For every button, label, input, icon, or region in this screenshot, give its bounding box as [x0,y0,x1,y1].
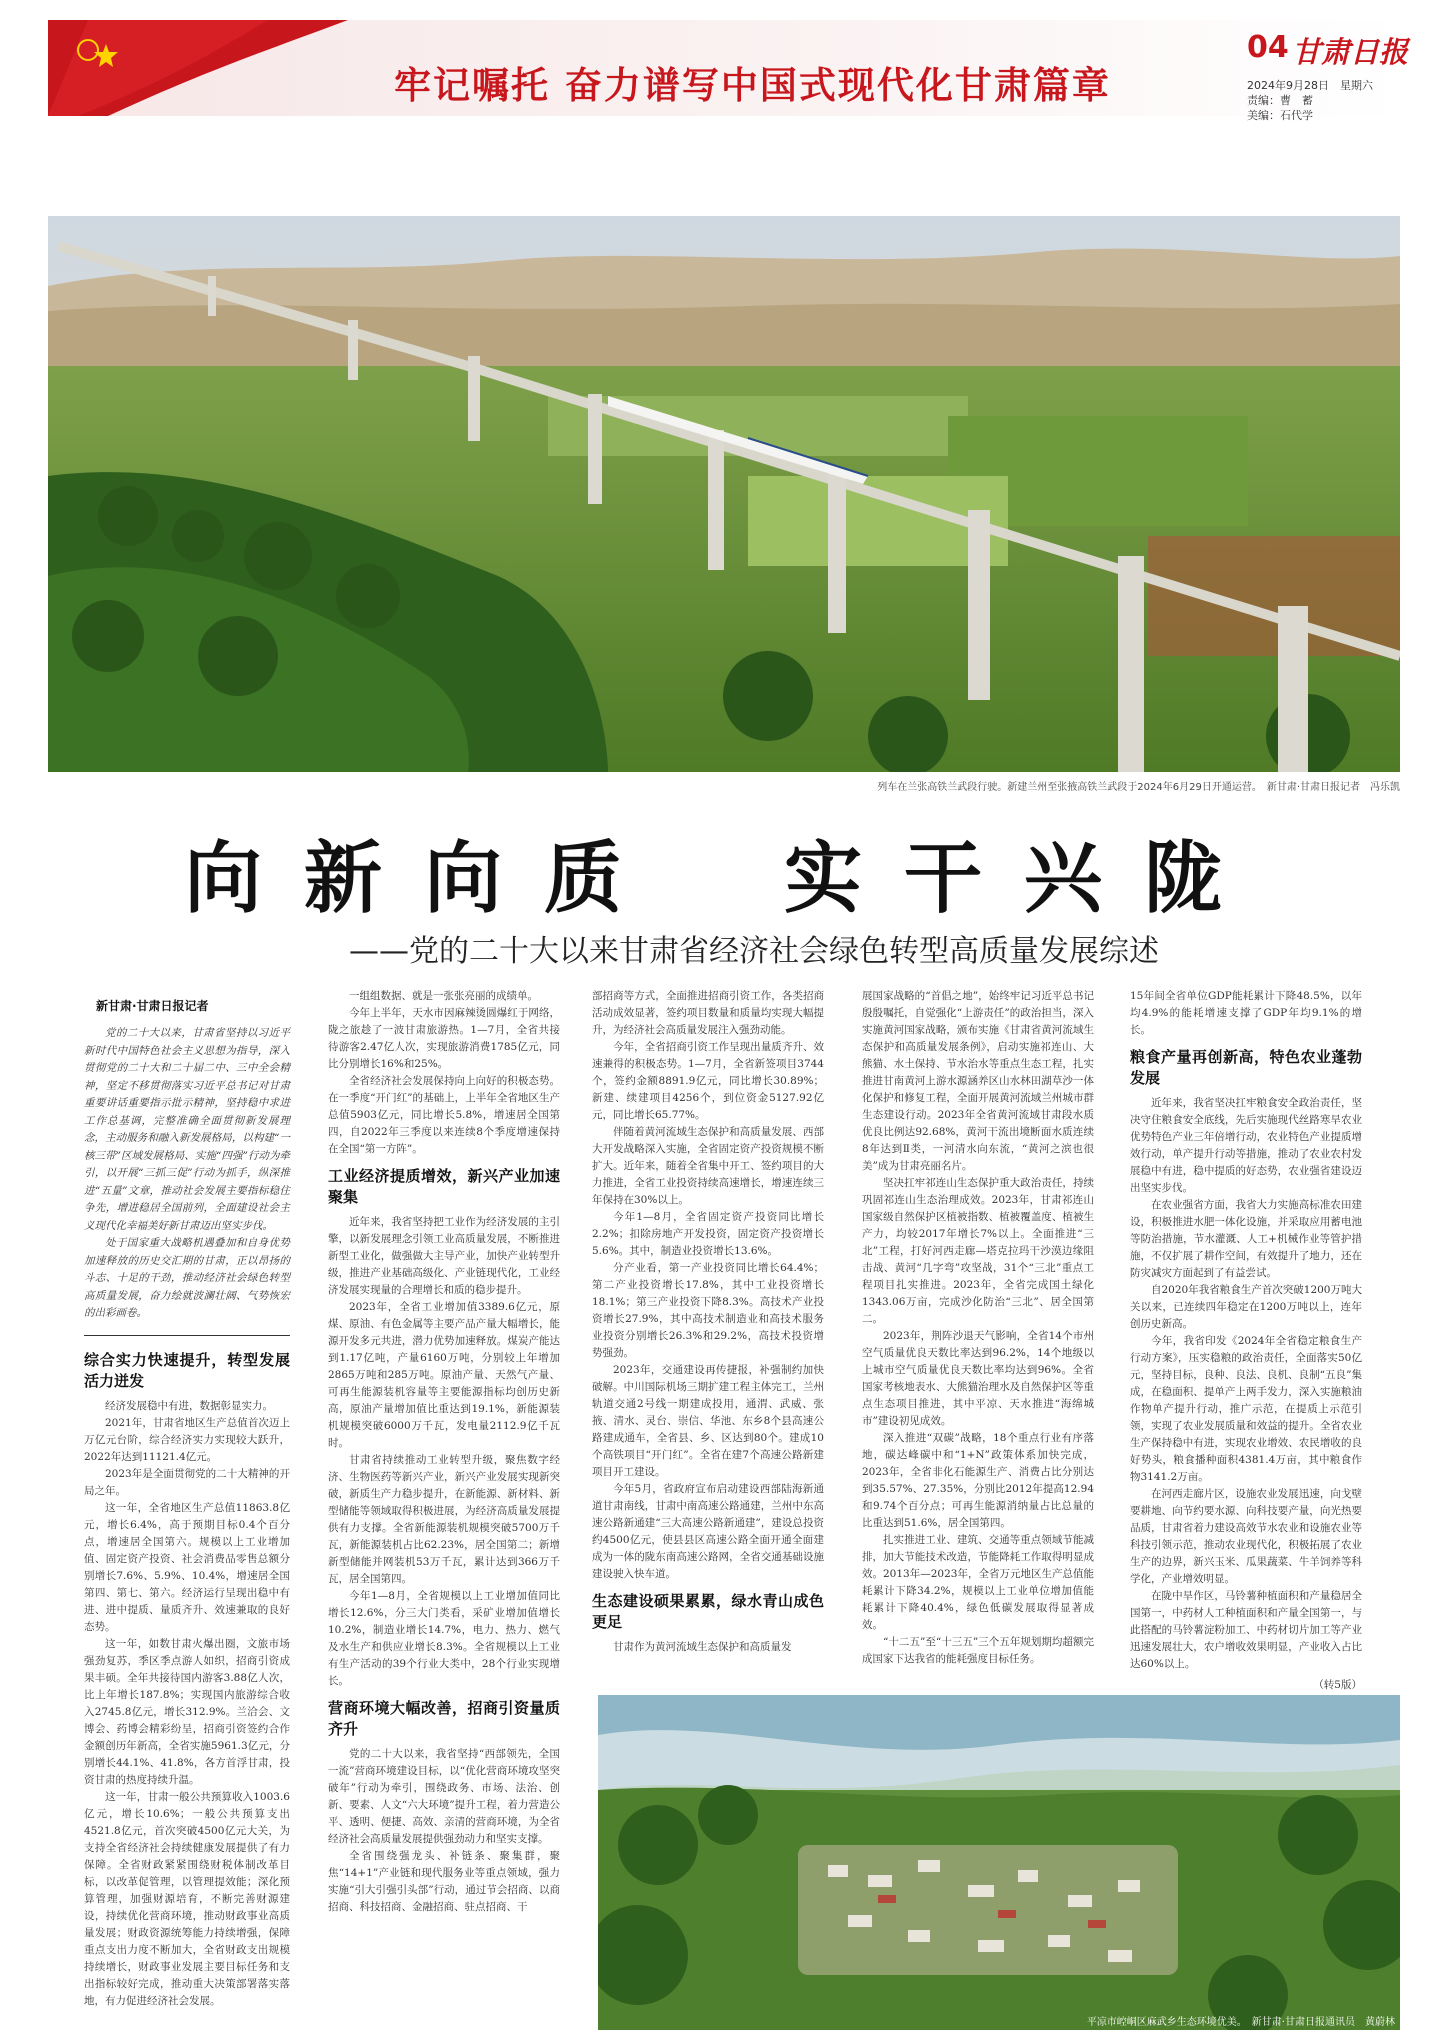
paragraph: 展国家战略的“首倡之地”，始终牢记习近平总书记殷殷嘱托，自觉强化“上游责任”的政治担当，深入实施黄河国家战略，颁布实施《甘肃省黄河流域生态保护和高质量发展条例》，启动实施祁连山、大熊猫、水土保持、节水治水等重点生态工程，扎实推进甘南黄河上游水源涵养区山水林田湖草沙一体化保护和修复工程，全面开展黄河流域兰州城市群生态建设行动。2023年全省黄河流域甘肃段水质优良比例达92.68%，黄河干流出境断面水质连续8年达到Ⅱ类，一河清水向东流，“黄河之滨也很美”成为甘肃亮丽名片。 [862,990,1094,1172]
paragraph: 在农业强省方面，我省大力实施高标准农田建设，积极推进水肥一体化设施，并采取应用蓄电池等防治措施，节水灌溉、人工+机械作业等管护措施，不仅扩展了耕作空间，有效提升了地力，还在防灾减灾方面起到了有益尝试。 [1130,1199,1362,1279]
flag-icon [48,20,408,116]
section-heading: 营商环境大幅改善，招商引资量质齐升 [328,1699,560,1738]
paragraph: 2023年是全面贯彻党的二十大精神的开局之年。 [84,1467,290,1497]
article-column-2 [328,988,560,1916]
designer-credit: 美编：石代学 [1247,109,1313,122]
page-meta [1247,78,1373,123]
paragraph: 部招商等方式，全面推进招商引资工作，各类招商活动成效显著，签约项目数量和质量均实现大幅提升，为经济社会高质量发展注入强劲动能。 [592,990,824,1036]
paragraph: 坚决扛牢祁连山生态保护重大政治责任，持续巩固祁连山生态治理成效。2023年，甘肃祁连山国家级自然保护区植被指数、植被覆盖度、植被生产力，均较2017年增长7%以上。全面推进“三北”工程，打好河西走廊—塔克拉玛干沙漠边缘阻击战、黄河“几字弯”攻坚战，31个“三北”重点工程项目扎实推进。2023年，全省完成国土绿化1343.06万亩，完成沙化防治“三北”、居全国第二。 [862,1177,1094,1325]
paragraph: 15年间全省单位GDP能耗累计下降48.5%，以年均4.9%的能耗增速支撑了GDP年均9.1%的增长。 [1130,990,1362,1036]
paragraph: 党的二十大以来，我省坚持“西部领先，全国一流”营商环境建设目标，以“优化营商环境攻坚突破年”行动为牵引，围绕政务、市场、法治、创新、要素、人文“六大环境”提升工程，着力营造公平、透明、便捷、高效、亲清的营商环境，为全省经济社会高质量发展提供强劲动力和坚实支撑。 [328,1748,560,1845]
paragraph: 近年来，我省坚决扛牢粮食安全政治责任，坚决守住粮食安全底线，先后实施现代丝路寒旱农业优势特色产业三年倍增行动，农业特色产业提质增效行动，单产提升行动等措施，推动了农业农村发展稳中有进，稳中提质的好态势，农业强省建设迈出坚实步伐。 [1130,1097,1362,1194]
paragraph: 2023年，全省工业增加值3389.6亿元，原煤、原油、有色金属等主要产品产量大幅增长，能源开发多元共进，潜力优势加速释放。煤炭产能达到1.17亿吨，产量6160万吨，分别较上年增加2865万吨和285万吨。原油产量、天然气产量、可再生能源装机容量等主要能源指标均创历史新高，原油产量增加值比重达到19.1%，新能源装机规模突破6000万千瓦，发电量2112.9亿千瓦时。 [328,1301,560,1449]
intro-paragraph: 处于国家重大战略机遇叠加和自身优势加速释放的历史交汇期的甘肃，正以昂扬的斗志、十足的干劲，推动经济社会绿色转型高质量发展，奋力绘就波澜壮阔、气势恢宏的出彩画卷。 [84,1237,290,1319]
article-column-1 [84,988,290,2010]
section-heading: 粮食产量再创新高，特色农业蓬勃发展 [1130,1048,1362,1087]
banner-title: 牢记嘱托 奋力谱写中国式现代化甘肃篇章 [394,64,1111,107]
paragraph: 甘肃作为黄河流域生态保护和高质量发 [613,1641,792,1653]
section-heading: 生态建设硕果累累，绿水青山成色更足 [592,1592,824,1631]
paragraph: 伴随着黄河流域生态保护和高质量发展、西部大开发战略深入实施，全省固定资产投资规模不断扩大。近年来，随着全省集中开工、签约项目的大力推进，全省工业投资持续高速增长，增速连续三年保持在30%以上。 [592,1126,824,1206]
paragraph: “十二五”至“十三五”三个五年规划期均超额完成国家下达我省的能耗强度目标任务。 [862,1636,1094,1665]
paragraph: 全省经济社会发展保持向上向好的积极态势。在一季度“开门红”的基础上，上半年全省地区生产总值5903亿元，同比增长5.8%，增速居全国第四，自2022年三季度以来连续8个季度增速保持在全国“第一方阵”。 [328,1075,560,1155]
page-number: 04 [1247,30,1289,65]
red-flag-graphic [48,20,408,116]
article-headline: 向新向质 实干兴陇 [183,834,1264,924]
paragraph: 分产业看，第一产业投资同比增长64.4%；第二产业投资增长17.8%，其中工业投资增长18.1%；第三产业投资下降8.3%。高技术产业投资增长27.9%，其中高技术制造业和高技术服务业投资分别增长26.3%和29.2%，高技术投资增势强劲。 [592,1262,824,1359]
paragraph: 这一年，甘肃一般公共预算收入1003.6亿元，增长10.6%；一般公共预算支出4521.8亿元，首次突破4500亿元大关，为支持全省经济社会持续健康发展提供了有力保障。全省财政紧紧围绕财税体制改革目标，以改革促管理，以管理提效能；深化预算管理，加强财源培育，不断完善财源建设，持续优化营商环境，推动财政事业高质量发展；财政资源统筹能力持续增强，保障重点支出力度不断加大，全省财政支出规模持续增长，财政事业发展主要目标任务和支出指标较好完成，推动重大决策部署落实落地，有力促进经济社会发展。 [84,1790,290,2007]
section-heading: 综合实力快速提升，转型发展活力迸发 [84,1350,290,1390]
paragraph: 甘肃省持续推动工业转型升级，聚焦数字经济、生物医药等新兴产业，新兴产业发展实现新突破，新质生产力稳步提升，在新能源、新材料、新型储能等领域取得积极进展，为经济高质量发展提供有力支撑。全省新能源装机规模突破5700万千瓦，新能源装机占比62.23%，居全国第二；新增新型储能并网装机53万千瓦，累计达到366万千瓦，居全国第四。 [328,1454,560,1585]
section-heading: 工业经济提质增效，新兴产业加速聚集 [328,1167,560,1206]
paragraph: 经济发展稳中有进，数据彰显实力。 [105,1399,273,1412]
article-column-5 [1130,988,1362,1694]
article-subheadline: ——党的二十大以来甘肃省经济社会绿色转型高质量发展综述 [349,934,1159,969]
article-intro [84,1025,290,1323]
intro-paragraph: 党的二十大以来，甘肃省坚持以习近平新时代中国特色社会主义思想为指导，深入贯彻党的二十大和二十届二中、三中全会精神，坚定不移贯彻落实习近平总书记对甘肃重要讲话重要指示批示精神，坚持稳中求进工作总基调，完整准确全面贯彻新发展理念，主动服务和融入新发展格局，以构建“一核三带”区域发展格局、实施“四强”行动为牵引，以开展“三抓三促”行动为抓手，纵深推进“五量”文章，推动社会发展主要指标稳住争先，增进稳居全国前列，全面建设社会主义现代化幸福美好新甘肃迈出坚实步伐。 [84,1027,290,1232]
paragraph: 2023年，荆阵沙退天气影响，全省14个市州空气质量优良天数比率达到96.2%，14个地级以上城市空气质量优良天数比率均达到96%。全省国家考核地表水、大熊猫治理水及自然保护区等重点生态项目推进，其中平凉、天水推进“海绵城市”建设初见成效。 [862,1330,1094,1427]
paragraph: 今年1—8月，全省固定资产投资同比增长2.2%；扣除房地产开发投资，固定资产投资增长5.6%。其中，制造业投资增长13.6%。 [592,1211,824,1257]
paragraph: 近年来，我省坚持把工业作为经济发展的主引擎，以新发展理念引领工业高质量发展，不断推进新型工业化，做强做大主导产业，加快产业转型升级，推进产业基础高级化、产业链现代化，工业经济发展实现量的合理增长和质的稳步提升。 [328,1216,560,1296]
paragraph: 今年1—8月，全省规模以上工业增加值同比增长12.6%，分三大门类看，采矿业增加值增长10.2%，制造业增长14.7%，电力、热力、燃气及水生产和供应业增长8.3%。全省规模以上工业有生产活动的39个行业大类中，28个行业实现增长。 [328,1590,560,1687]
paragraph: 在陇中旱作区，马铃薯种植面积和产量稳居全国第一，中药材人工种植面积和产量全国第一，与此搭配的马铃薯淀粉加工、中药材切片加工等产业迅速发展壮大，农户增收效果明显，产业收入占比达60%以上。 [1130,1590,1362,1670]
byline: 新甘肃·甘肃日报记者 [96,999,209,1013]
paragraph: 一组组数据、就是一张张亮丽的成绩单。 [349,990,538,1002]
article-column-3 [592,988,824,1656]
paragraph: 这一年，如数甘肃火爆出圈，文旅市场强劲复苏，季区季点游人如织，招商引资成果丰硕。全年共接待国内游客3.88亿人次，比上年增长187.8%；实现国内旅游综合收入2745.8亿元，增长312.9%。兰洽会、文博会、药博会精彩纷呈，招商引资签约合作金额创历年新高，全省实施5961.3亿元，分别增长44.1%、41.8%，各方首浮甘肃，投资甘肃的热度持续升温。 [84,1637,290,1786]
village-landscape-photo [598,1695,1400,2030]
paragraph: 今年5月，省政府宣布启动建设西部陆海新通道甘肃南线，甘肃中南高速公路通建，兰州中东高速公路新通建“三大高速公路新通建”，建设总投资约4500亿元，使县县区高速公路全面开通全面建成为一体的陇东南高速公路网，全省交通基础设施建设驶入快车道。 [592,1483,824,1580]
high-speed-rail-photo [48,216,1400,772]
paragraph: 全省围绕强龙头、补链条、聚集群，聚焦“14+1”产业链和现代服务业等重点领域，强力实施“引大引强引头部”行动，通过节会招商、以商招商、科技招商、金融招商、驻点招商、干 [328,1850,560,1913]
paragraph: 在河西走廊片区，设施农业发展迅速，向戈壁要耕地、向节约要水源、向科技要产量，向光热要品质，甘肃省着力建设高效节水农业和设施农业等科技引领示范，推动农业现代化，积极拓展了农业生产的边界，新兴玉米、瓜果蔬菜、牛羊饲养等科学化，产业增效明显。 [1130,1488,1362,1585]
paragraph: 2021年，甘肃省地区生产总值首次迈上万亿元台阶，综合经济实力实现较大跃升，2022年达到11121.4亿元。 [84,1416,290,1463]
paragraph: 扎实推进工业、建筑、交通等重点领域节能减排，加大节能技术改造，节能降耗工作取得明显成效。2013年—2023年，全省万元地区生产总值能耗累计下降34.2%，规模以上工业单位增加值能耗累计下降40.4%，绿色低碳发展取得显著成效。 [862,1534,1094,1631]
editor-credit: 责编：曹 蓄 [1247,94,1313,107]
paragraph: 2023年，交通建设再传捷报，补强制约加快破解。中川国际机场三期扩建工程主体完工，兰州轨道交通2号线一期建成投用，通渭、武威、张掖、清水、灵台、崇信、华池、东乡8个县高速公路建成通车，全省县、乡、区达到80个。建成10个高铁项目“开门红”。全省在建7个高速公路新建项目开工建设。 [592,1364,824,1478]
article-column-4 [862,988,1094,1668]
issue-date: 2024年9月28日 星期六 [1247,79,1373,92]
photo-caption: 平凉市崆峒区麻武乡生态环境优美。 新甘肃·甘肃日报通讯员 黄蔚林 [1086,2017,1395,2028]
paragraph: 今年，全省招商引资工作呈现出量质齐升、效速兼得的积极态势。1—7月，全省新签项目3744个，签约金额8891.9亿元，同比增长30.89%；新建、续建项目4256个，到位资金5127.92亿元，同比增长65.77%。 [592,1041,824,1121]
paragraph: 自2020年我省粮食生产首次突破1200万吨大关以来，已连续四年稳定在1200万吨以上，连年创历史新高。 [1130,1284,1362,1330]
paragraph: 深入推进“双碳”战略，18个重点行业有序落地，碳达峰碳中和“1+N”政策体系加快完成，2023年，全省非化石能源生产、消费占比分别达到35.57%、27.35%，分别比2012年提高12.94和9.74个百分点；可再生能源消纳量占比总量的比重达到51.6%，居全国第四。 [862,1432,1094,1529]
paragraph: 今年，我省印发《2024年全省稳定粮食生产行动方案》，压实稳粮的政治责任，全面落实50亿元，坚持目标，良种、良法、良机、良制“五良”集成，在稳面积、提单产上两手发力，深入实施粮油作物单产提升行动，推广示范，在提质上示范引领，实现了农业发展质量和效益的提升。全省农业生产保持稳中有进，实现农业增效、农民增收的良好势头，粮食播种面积4381.4万亩，其中粮食作物3141.2万亩。 [1130,1335,1362,1483]
newspaper-masthead: 甘肃日报 [1292,35,1409,69]
section-box [84,1335,290,1392]
continued-note: （转5版） [1313,1679,1362,1691]
photo-caption: 列车在兰张高铁兰武段行驶。新建兰州至张掖高铁兰武段于2024年6月29日开通运营。 新甘肃·甘肃日报记者 冯乐凯 [877,782,1400,793]
paragraph: 这一年，全省地区生产总值11863.8亿元，增长6.4%，高于预期目标0.4个百分点，增速居全国第六。规模以上工业增加值、固定资产投资、社会消费品零售总额分别增长7.6%、5.9%、10.4%，增速居全国第四、第七、第六。经济运行呈现出稳中有进、进中提质、量质齐升、效速兼取的良好态势。 [84,1501,290,1633]
paragraph: 今年上半年，天水市因麻辣烫圆爆红于网络，陇之旅趁了一波甘肃旅游热。1—7月，全省共接待游客2.47亿人次，实现旅游消费1785亿元，同比分别增长16%和25%。 [328,1007,560,1070]
